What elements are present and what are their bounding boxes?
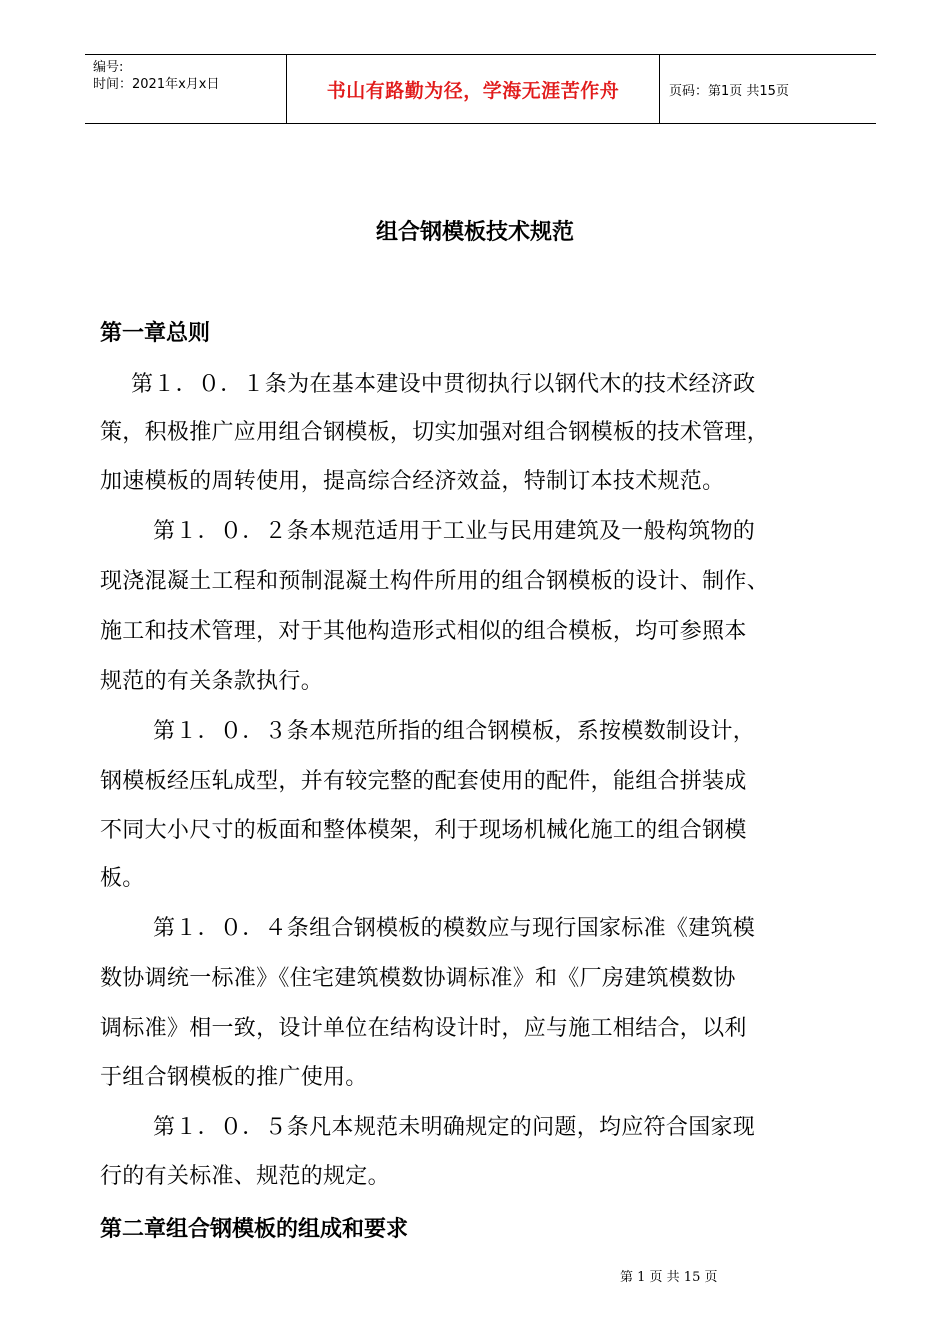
paragraph-line: 钢模板经压轧成型，并有较完整的配套使用的配件，能组合拼装成 bbox=[100, 769, 747, 794]
chapter-heading-1: 第一章总则 bbox=[100, 321, 211, 346]
paragraph-line: 第１．０．１条为在基本建设中贯彻执行以钢代木的技术经济政 bbox=[131, 372, 756, 397]
paragraph-line: 于组合钢模板的推广使用。 bbox=[100, 1065, 368, 1090]
paragraph-line: 施工和技术管理，对于其他构造形式相似的组合模板，均可参照本 bbox=[100, 619, 747, 644]
header-number-label: 编号: bbox=[93, 60, 124, 75]
paragraph-line: 第１．０．４条组合钢模板的模数应与现行国家标准《建筑模 bbox=[153, 916, 756, 941]
paragraph-line: 第１．０．３条本规范所指的组合钢模板，系按模数制设计， bbox=[153, 719, 756, 744]
page-header bbox=[85, 54, 876, 124]
paragraph-line: 第１．０．５条凡本规范未明确规定的问题，均应符合国家现 bbox=[153, 1115, 756, 1140]
paragraph-line: 第１．０．２条本规范适用于工业与民用建筑及一般构筑物的 bbox=[153, 519, 756, 544]
chapter-heading-2: 第二章组合钢模板的组成和要求 bbox=[100, 1217, 409, 1242]
paragraph-line: 调标准》相一致，设计单位在结构设计时，应与施工相结合，以利 bbox=[100, 1016, 747, 1041]
paragraph-line: 加速模板的周转使用，提高综合经济效益，特制订本技术规范。 bbox=[100, 469, 725, 494]
paragraph-line: 板。 bbox=[100, 866, 145, 891]
header-divider bbox=[659, 55, 660, 123]
header-meta bbox=[93, 59, 219, 93]
document-title: 组合钢模板技术规范 bbox=[375, 220, 574, 245]
paragraph-line: 不同大小尺寸的板面和整体模架，利于现场机械化施工的组合钢模 bbox=[100, 818, 747, 843]
page-footer: 第 1 页 共 15 页 bbox=[620, 1270, 718, 1285]
paragraph-line: 现浇混凝土工程和预制混凝土构件所用的组合钢模板的设计、制作、 bbox=[100, 569, 770, 594]
header-page-info: 页码：第1页 共15页 bbox=[669, 83, 789, 99]
paragraph-line: 规范的有关条款执行。 bbox=[100, 669, 324, 694]
paragraph-line: 数协调统一标准》《住宅建筑模数协调标准》和《厂房建筑模数协 bbox=[100, 966, 736, 991]
header-motto: 书山有路勤为径，学海无涯苦作舟 bbox=[326, 79, 620, 102]
header-time-label: 时间：2021年x月x日 bbox=[93, 77, 220, 92]
paragraph-line: 策，积极推广应用组合钢模板，切实加强对组合钢模板的技术管理， bbox=[100, 420, 770, 445]
paragraph-line: 行的有关标准、规范的规定。 bbox=[100, 1164, 390, 1189]
